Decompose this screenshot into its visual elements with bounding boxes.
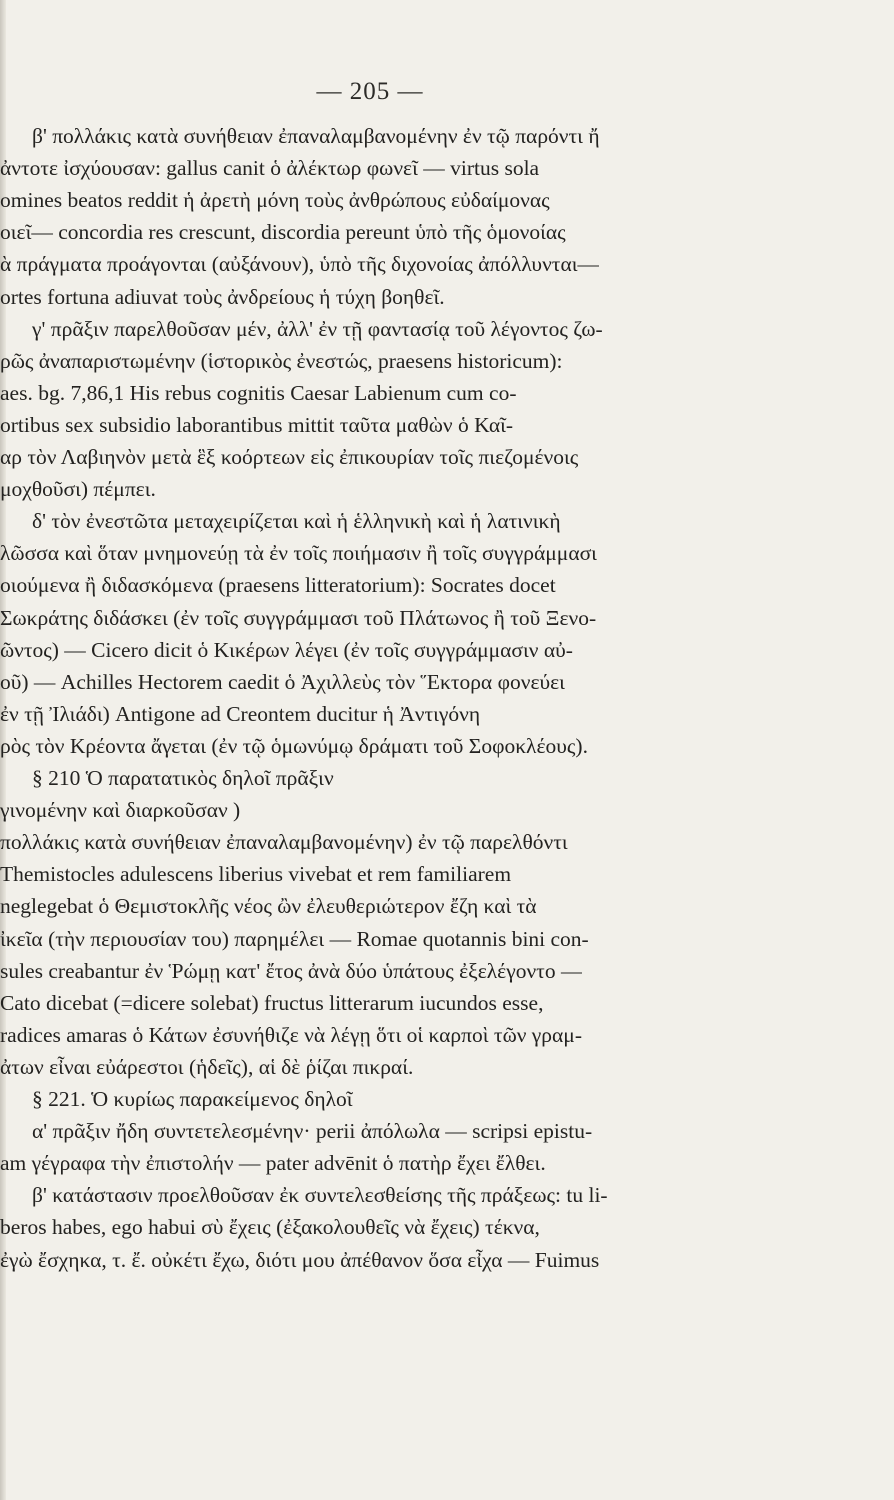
text-line: πολλάκις κατὰ συνήθειαν ἐπαναλαμβανομένην) ἐν τῷ παρελθόντι bbox=[0, 830, 568, 855]
text-line: am γέγραφα τὴν ἐπιστολήν — pater advēnit ὁ πατὴρ ἔχει ἔλθει. bbox=[0, 1151, 546, 1176]
text-line: β' κατάστασιν προελθοῦσαν ἐκ συντελεσθείσης τῆς πράξεως: tu li- bbox=[32, 1183, 608, 1208]
text-line: ἐν τῇ Ἰλιάδι) Antigone ad Creontem ducitur ἡ Ἀντιγόνη bbox=[0, 701, 481, 726]
text-line: ἐγὼ ἔσχηκα, τ. ἔ. οὐκέτι ἔχω, διότι μου ἀπέθανον ὅσα εἶχα — Fuimus bbox=[0, 1247, 600, 1272]
text-line: οιεῖ— concordia res crescunt, discordia pereunt ὑπὸ τῆς ὁμονοίας bbox=[0, 220, 566, 245]
text-line: omines beatos reddit ἡ ἀρετὴ μόνη τοὺς ἀνθρώπους εὐδαίμονας bbox=[0, 188, 550, 213]
text-line: ἰκεῖα (τὴν περιουσίαν του) παρημέλει — Romae quotannis bini con- bbox=[0, 926, 589, 951]
text-line: radices amaras ὁ Κάτων ἐσυνήθιζε νὰ λέγῃ ὅτι οἱ καρποὶ τῶν γραμ- bbox=[0, 1022, 582, 1047]
text-line: ῶντος) — Cicero dicit ὁ Κικέρων λέγει (ἐν τοῖς συγγράμμασιν αὐ- bbox=[0, 637, 573, 662]
text-line: Cato dicebat (=dicere solebat) fructus litterarum iucundos esse, bbox=[0, 990, 544, 1015]
text-line: δ' τὸν ἐνεστῶτα μεταχειρίζεται καὶ ἡ ἑλληνικὴ καὶ ἡ λατινικὴ bbox=[32, 509, 561, 534]
text-line: sules creabantur ἐν Ῥώμῃ κατ' ἔτος ἀνὰ δύο ὑπάτους ἐξελέγοντο — bbox=[0, 958, 583, 983]
text-line: γ' πρᾶξιν παρελθοῦσαν μέν, ἀλλ' ἐν τῇ φαντασίᾳ τοῦ λέγοντος ζω- bbox=[32, 316, 603, 341]
text-line: ortes fortuna adiuvat τοὺς ἀνδρείους ἡ τύχη βοηθεῖ. bbox=[0, 284, 445, 309]
text-line: Themistocles adulescens liberius vivebat et rem familiarem bbox=[0, 862, 512, 887]
text-line: ρὸς τὸν Κρέοντα ἄγεται (ἐν τῷ ὁμωνύμῳ δράματι τοῦ Σοφοκλέους). bbox=[0, 733, 588, 758]
text-line: μοχθοῦσι) πέμπει. bbox=[0, 477, 156, 502]
text-line: ortibus sex subsidio laborantibus mittit ταῦτα μαθὼν ὁ Καῖ- bbox=[0, 412, 514, 437]
text-line: Σωκράτης διδάσκει (ἐν τοῖς συγγράμμασι τοῦ Πλάτωνος ἢ τοῦ Ξενο- bbox=[0, 605, 597, 630]
text-line: οιούμενα ἢ διδασκόμενα (praesens litteratorium): Socrates docet bbox=[0, 573, 556, 598]
text-line: § 210 Ὁ παρατατικὸς δηλοῖ πρᾶξιν bbox=[32, 766, 334, 790]
page-number: — 205 — bbox=[316, 78, 424, 105]
text-line: ἀντοτε ἰσχύουσαν: gallus canit ὁ ἀλέκτωρ φωνεῖ — virtus sola bbox=[0, 156, 540, 181]
text-line: οῦ) — Achilles Hectorem caedit ὁ Ἀχιλλεὺς τὸν Ἕκτορα φονεύει bbox=[0, 669, 565, 694]
text-line: ὰ πράγματα προάγονται (αὐξάνουν), ὑπὸ τῆς διχονοίας ἀπόλλυνται— bbox=[0, 252, 599, 277]
text-line: λῶσσα καὶ ὅταν μνημονεύῃ τὰ ἐν τοῖς ποιήμασιν ἢ τοῖς συγγράμμασι bbox=[0, 541, 597, 566]
text-line: γινομένην καὶ διαρκοῦσαν ) bbox=[0, 798, 241, 823]
text-line: aes. bg. 7,86,1 His rebus cognitis Caesar Labienum cum co- bbox=[0, 380, 517, 405]
text-line: ρῶς ἀναπαριστωμένην (ἱστορικὸς ἐνεστώς, praesens historicum): bbox=[0, 348, 563, 373]
text-line: beros habes, ego habui σὺ ἔχεις (ἐξακολουθεῖς νὰ ἔχεις) τέκνα, bbox=[0, 1215, 540, 1240]
text-line: α' πρᾶξιν ἤδη συντετελεσμένην· perii ἀπόλωλα — scripsi epistu- bbox=[32, 1119, 593, 1144]
text-line: § 221. Ὁ κυρίως παρακείμενος δηλοῖ bbox=[32, 1087, 353, 1111]
text-line: neglegebat ὁ Θεμιστοκλῆς νέος ὢν ἐλευθεριώτερον ἔζη καὶ τὰ bbox=[0, 894, 537, 919]
text-line: αρ τὸν Λαβιηνὸν μετὰ ἓξ κοόρτεων εἰς ἐπικουρίαν τοῖς πιεζομένοις bbox=[0, 445, 579, 469]
text-line: β' πολλάκις κατὰ συνήθειαν ἐπαναλαμβανομένην ἐν τῷ παρόντι ἤ bbox=[32, 124, 600, 148]
text-line: ἀτων εἶναι εὐάρεστοι (ἡδεῖς), αἱ δὲ ῥίζαι πικραί. bbox=[0, 1054, 414, 1079]
